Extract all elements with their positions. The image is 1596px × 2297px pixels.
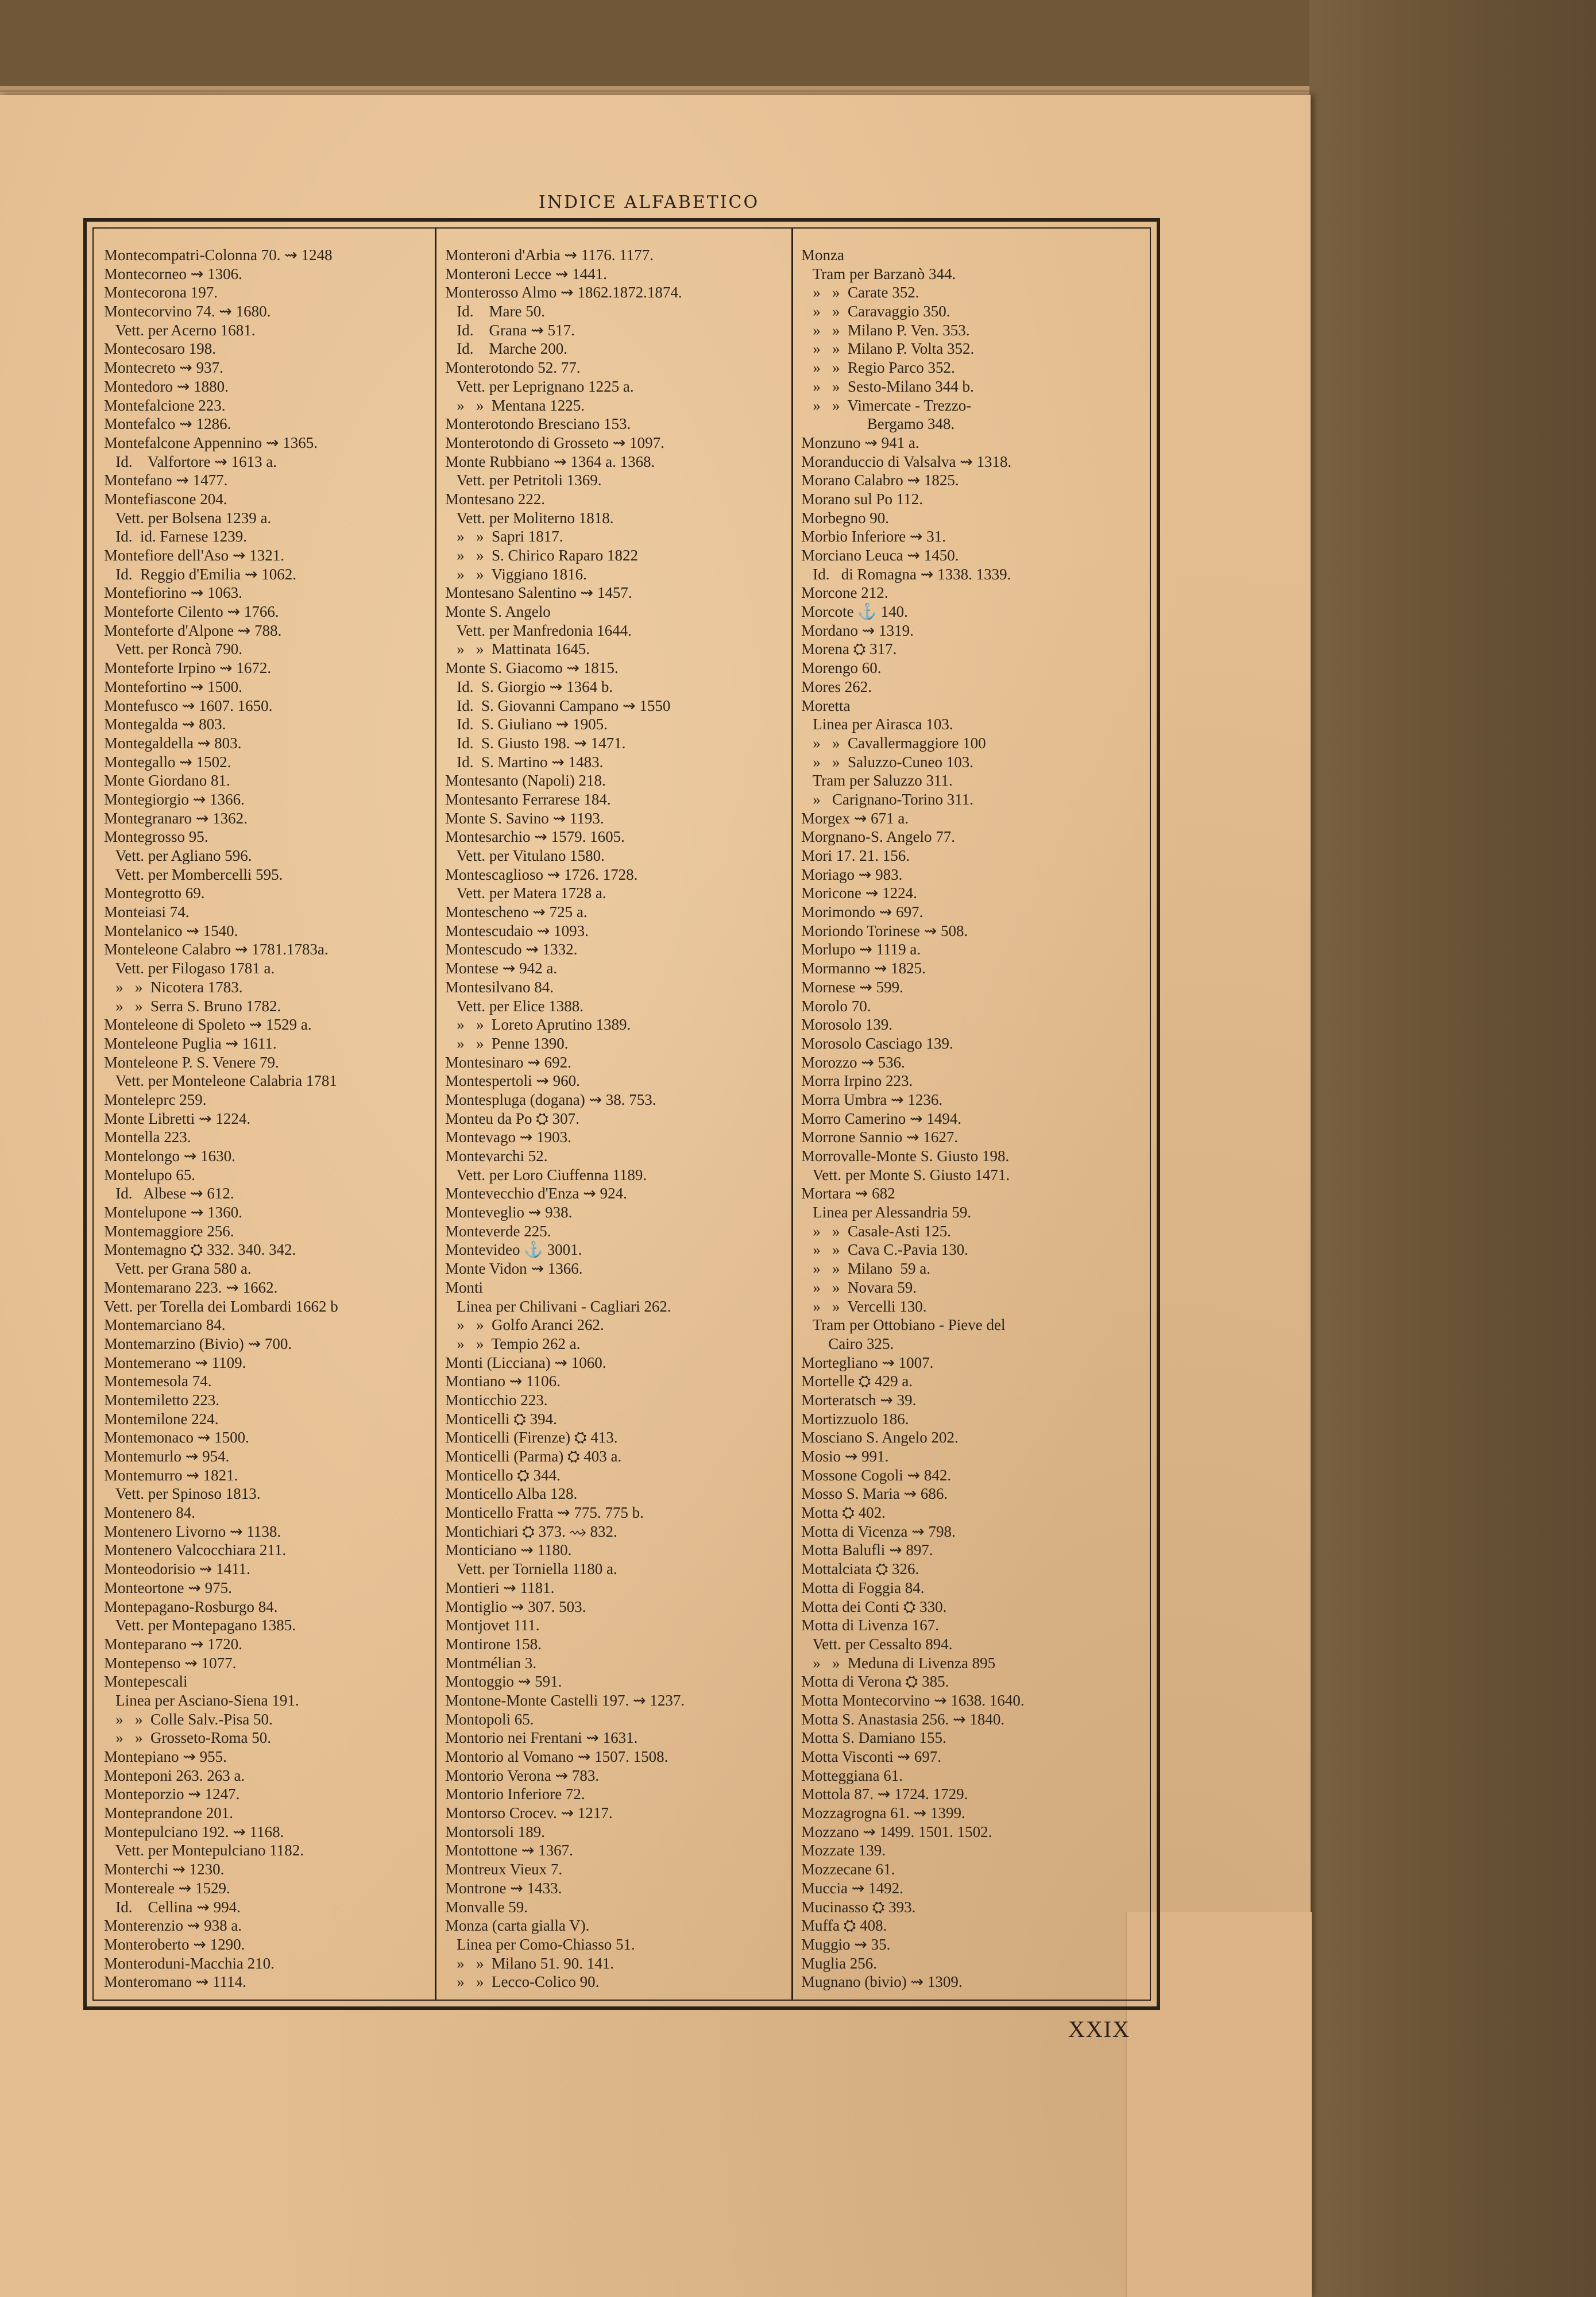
index-entry: Montese ⇝ 942 a. bbox=[445, 960, 558, 977]
index-entry: » » Sesto-Milano 344 b. bbox=[801, 377, 974, 395]
index-entry: Montefano ⇝ 1477. bbox=[104, 471, 228, 489]
index-entry: » » Meduna di Livenza 895 bbox=[801, 1654, 996, 1672]
index-entry: Vett. per Grana 580 a. bbox=[104, 1260, 252, 1278]
index-entry: Moretta bbox=[801, 697, 851, 714]
index-entry: Vett. per Cessalto 894. bbox=[801, 1635, 953, 1653]
index-entry: Muccia ⇝ 1492. bbox=[801, 1879, 903, 1897]
index-entry: Id. Mare 50. bbox=[445, 303, 545, 320]
index-entry: Montemagno ⛭ 332. 340. 342. bbox=[104, 1241, 296, 1259]
index-entry: Mossone Cogoli ⇝ 842. bbox=[801, 1466, 952, 1484]
index-entry: Monte Libretti ⇝ 1224. bbox=[104, 1109, 251, 1127]
index-entry: Monticchio 223. bbox=[445, 1391, 548, 1409]
index-column-right bbox=[801, 246, 1149, 1991]
index-entry: » » Milano P. Ven. 353. bbox=[801, 321, 970, 339]
index-entry: Monteponi 263. 263 a. bbox=[104, 1766, 245, 1784]
index-entry: Vett. per Matera 1728 a. bbox=[445, 884, 606, 902]
index-entry: » » Penne 1390. bbox=[445, 1034, 569, 1052]
index-entry: Monvalle 59. bbox=[445, 1898, 528, 1916]
index-entry: Vett. per Montepulciano 1182. bbox=[104, 1842, 304, 1859]
index-entry: Vett. per Vitulano 1580. bbox=[445, 847, 605, 864]
index-entry: Morrone Sannio ⇝ 1627. bbox=[801, 1128, 959, 1146]
index-entry: Monticello ⛭ 344. bbox=[445, 1466, 561, 1484]
index-entry: » Carignano-Torino 311. bbox=[801, 790, 974, 808]
index-entry: Mozzagrogna 61. ⇝ 1399. bbox=[801, 1804, 965, 1822]
index-entry: Montiglio ⇝ 307. 503. bbox=[445, 1598, 586, 1615]
index-entry: Motta di Foggia 84. bbox=[801, 1579, 925, 1596]
index-entry: Monteverde 225. bbox=[445, 1222, 551, 1240]
index-entry: Montemaggiore 256. bbox=[104, 1222, 234, 1240]
index-entry: Motta Balufli ⇝ 897. bbox=[801, 1541, 933, 1559]
index-entry: » » Casale-Asti 125. bbox=[801, 1222, 951, 1240]
index-entry: Monteroduni-Macchia 210. bbox=[104, 1954, 275, 1972]
index-entry: Mozzano ⇝ 1499. 1501. 1502. bbox=[801, 1823, 992, 1840]
index-entry: Vett. per Torella dei Lombardi 1662 b bbox=[104, 1297, 338, 1315]
index-entry: Vett. per Loro Ciuffenna 1189. bbox=[445, 1166, 647, 1184]
index-entry: Morlupo ⇝ 1119 a. bbox=[801, 941, 921, 958]
index-entry: Moranduccio di Valsalva ⇝ 1318. bbox=[801, 453, 1012, 470]
index-entry: Montescaglioso ⇝ 1726. 1728. bbox=[445, 865, 638, 883]
index-entry: Montesanto (Napoli) 218. bbox=[445, 772, 606, 790]
index-entry: Montjovet 111. bbox=[445, 1617, 540, 1634]
index-entry: Montedoro ⇝ 1880. bbox=[104, 377, 229, 395]
index-entry: Monterotondo Bresciano 153. bbox=[445, 415, 631, 433]
index-entry: Monticelli (Parma) ⛭ 403 a. bbox=[445, 1448, 622, 1465]
index-entry: » » Vimercate - Trezzo- bbox=[801, 396, 972, 414]
index-entry: Montefiore dell'Aso ⇝ 1321. bbox=[104, 547, 284, 564]
index-entry: » » Viggiano 1816. bbox=[445, 565, 587, 583]
index-entry: Id. Marche 200. bbox=[445, 340, 567, 358]
index-entry: Monticelli ⛭ 394. bbox=[445, 1410, 557, 1428]
index-entry: Moriago ⇝ 983. bbox=[801, 865, 903, 883]
index-entry: Montefiascone 204. bbox=[104, 490, 227, 508]
index-entry: Montorio nei Frentani ⇝ 1631. bbox=[445, 1729, 638, 1747]
page-header-title: INDICE ALFABETICO bbox=[538, 192, 760, 212]
index-entry: Motta di Verona ⛭ 385. bbox=[801, 1673, 949, 1691]
index-entry: Montepulciano 192. ⇝ 1168. bbox=[104, 1823, 284, 1840]
index-entry: Motta S. Anastasia 256. ⇝ 1840. bbox=[801, 1710, 1005, 1728]
index-frame-inner bbox=[92, 227, 1151, 2001]
index-entry: Montirone 158. bbox=[445, 1635, 542, 1653]
index-entry: Id. id. Farnese 1239. bbox=[104, 528, 247, 546]
index-entry: Vett. per Agliano 596. bbox=[104, 847, 252, 864]
index-entry: Monteparano ⇝ 1720. bbox=[104, 1635, 242, 1653]
index-entry: Vett. per Elice 1388. bbox=[445, 997, 583, 1015]
index-entry: Id. di Romagna ⇝ 1338. 1339. bbox=[801, 565, 1011, 583]
index-entry: Vett. per Bolsena 1239 a. bbox=[104, 509, 272, 527]
index-entry: Id. S. Giovanni Campano ⇝ 1550 bbox=[445, 697, 671, 714]
index-entry: Montecosaro 198. bbox=[104, 340, 216, 358]
index-entry: Vett. per Montepagano 1385. bbox=[104, 1617, 296, 1634]
index-entry: » » Regio Parco 352. bbox=[801, 359, 955, 377]
index-entry: » » Lecco-Colico 90. bbox=[445, 1973, 600, 1991]
index-entry: Montesano 222. bbox=[445, 490, 545, 508]
index-entry: » » Serra S. Bruno 1782. bbox=[104, 997, 281, 1015]
index-entry: Mosso S. Maria ⇝ 686. bbox=[801, 1485, 948, 1503]
index-entry: Vett. per Leprignano 1225 a. bbox=[445, 377, 634, 395]
index-entry: Morcote ⚓ 140. bbox=[801, 603, 908, 621]
index-entry: Mottalciata ⛭ 326. bbox=[801, 1560, 919, 1578]
index-entry: Morozzo ⇝ 536. bbox=[801, 1053, 905, 1071]
index-entry: Montevecchio d'Enza ⇝ 924. bbox=[445, 1185, 627, 1202]
index-entry: Monticello Fratta ⇝ 775. 775 b. bbox=[445, 1504, 644, 1522]
index-entry: Montorso Crocev. ⇝ 1217. bbox=[445, 1804, 613, 1822]
index-entry: Montemurlo ⇝ 954. bbox=[104, 1448, 230, 1465]
index-entry: » » Cava C.-Pavia 130. bbox=[801, 1241, 968, 1259]
index-entry: Vett. per Petritoli 1369. bbox=[445, 471, 602, 489]
index-entry: » » Nicotera 1783. bbox=[104, 978, 243, 996]
index-entry: Montopoli 65. bbox=[445, 1710, 534, 1728]
index-entry: Motta Visconti ⇝ 697. bbox=[801, 1748, 942, 1765]
index-entry: Monterosso Almo ⇝ 1862.1872.1874. bbox=[445, 284, 682, 301]
index-entry: Montorio Inferiore 72. bbox=[445, 1785, 585, 1803]
index-frame bbox=[83, 218, 1160, 2010]
index-entry: » » S. Chirico Raparo 1822 bbox=[445, 547, 638, 564]
index-entry: Montorsoli 189. bbox=[445, 1823, 546, 1840]
index-entry: Motta Montecorvino ⇝ 1638. 1640. bbox=[801, 1691, 1025, 1709]
index-entry: Montenero Livorno ⇝ 1138. bbox=[104, 1522, 281, 1540]
index-entry: Muffa ⛭ 408. bbox=[801, 1917, 887, 1935]
index-entry: Montemerano ⇝ 1109. bbox=[104, 1354, 246, 1371]
index-entry: Id. Albese ⇝ 612. bbox=[104, 1185, 234, 1202]
index-entry: » » Novara 59. bbox=[801, 1278, 917, 1296]
index-entry: Montemiletto 223. bbox=[104, 1391, 219, 1409]
index-entry: » » Tempio 262 a. bbox=[445, 1335, 581, 1352]
index-entry: Monte S. Savino ⇝ 1193. bbox=[445, 809, 604, 827]
index-entry: » » Carate 352. bbox=[801, 284, 919, 301]
index-entry: Montefortino ⇝ 1500. bbox=[104, 678, 242, 695]
index-entry: Monte S. Angelo bbox=[445, 603, 551, 621]
index-entry: Mormanno ⇝ 1825. bbox=[801, 960, 926, 977]
index-entry: » » Mentana 1225. bbox=[445, 396, 585, 414]
index-entry: Monteroni d'Arbia ⇝ 1176. 1177. bbox=[445, 246, 654, 264]
index-entry: » » Caravaggio 350. bbox=[801, 303, 950, 320]
index-column-left bbox=[104, 246, 431, 1991]
index-entry: Monti bbox=[445, 1278, 484, 1296]
index-entry: Montefiorino ⇝ 1063. bbox=[104, 584, 242, 602]
index-entry: Montesilvano 84. bbox=[445, 978, 554, 996]
index-entry: Id. S. Martino ⇝ 1483. bbox=[445, 753, 604, 771]
index-entry: Montoggio ⇝ 591. bbox=[445, 1673, 562, 1691]
index-entry: Bergamo 348. bbox=[801, 415, 955, 433]
index-entry: Montreux Vieux 7. bbox=[445, 1861, 563, 1878]
index-entry: Motta dei Conti ⛭ 330. bbox=[801, 1598, 947, 1615]
index-entry: » » Grosseto-Roma 50. bbox=[104, 1729, 271, 1747]
index-entry: Montegalda ⇝ 803. bbox=[104, 716, 226, 733]
index-entry: Morano sul Po 112. bbox=[801, 490, 923, 508]
index-entry: Tram per Saluzzo 311. bbox=[801, 772, 953, 790]
index-entry: Montepiano ⇝ 955. bbox=[104, 1748, 227, 1765]
index-entry: Muglia 256. bbox=[801, 1954, 877, 1972]
index-entry: Motta ⛭ 402. bbox=[801, 1504, 886, 1522]
index-entry: Montesarchio ⇝ 1579. 1605. bbox=[445, 828, 625, 846]
index-entry: Morbio Inferiore ⇝ 31. bbox=[801, 528, 946, 546]
index-entry: Morgnano-S. Angelo 77. bbox=[801, 828, 955, 846]
index-entry: Monte Giordano 81. bbox=[104, 772, 230, 790]
index-entry: Montepenso ⇝ 1077. bbox=[104, 1654, 237, 1672]
index-entry: Montescheno ⇝ 725 a. bbox=[445, 903, 588, 921]
index-entry: Montelupo 65. bbox=[104, 1166, 195, 1184]
index-entry: Morro Camerino ⇝ 1494. bbox=[801, 1109, 962, 1127]
index-entry: Morrovalle-Monte S. Giusto 198. bbox=[801, 1147, 1010, 1165]
index-entry: Vett. per Manfredonia 1644. bbox=[445, 621, 632, 639]
index-entry: Morgex ⇝ 671 a. bbox=[801, 809, 909, 827]
index-entry: Vett. per Spinoso 1813. bbox=[104, 1485, 261, 1503]
index-entry: Morra Irpino 223. bbox=[801, 1072, 913, 1090]
index-entry: Vett. per Monte S. Giusto 1471. bbox=[801, 1166, 1010, 1184]
index-entry: Linea per Como-Chiasso 51. bbox=[445, 1935, 635, 1953]
index-entry: Montegiorgio ⇝ 1366. bbox=[104, 790, 245, 808]
index-entry: Morra Umbra ⇝ 1236. bbox=[801, 1091, 943, 1108]
index-entry: Montiano ⇝ 1106. bbox=[445, 1372, 561, 1390]
page-number: XXIX bbox=[1068, 2016, 1130, 2042]
index-entry: Monzuno ⇝ 941 a. bbox=[801, 434, 919, 451]
index-entry: Montepescali bbox=[104, 1673, 188, 1691]
index-entry: Mortizzuolo 186. bbox=[801, 1410, 909, 1428]
index-entry: Montelanico ⇝ 1540. bbox=[104, 922, 238, 939]
index-entry: Mordano ⇝ 1319. bbox=[801, 621, 914, 639]
index-entry: Monza (carta gialla V). bbox=[445, 1917, 590, 1935]
index-entry: Montieri ⇝ 1181. bbox=[445, 1579, 555, 1596]
index-entry: Monteodorisio ⇝ 1411. bbox=[104, 1560, 250, 1578]
index-entry: Monte Vidon ⇝ 1366. bbox=[445, 1260, 583, 1278]
index-entry: » » Golfo Aranci 262. bbox=[445, 1316, 604, 1334]
index-entry: Montefalco ⇝ 1286. bbox=[104, 415, 231, 433]
index-entry: Monte Rubbiano ⇝ 1364 a. 1368. bbox=[445, 453, 655, 470]
index-entry: Morimondo ⇝ 697. bbox=[801, 903, 923, 921]
index-entry: Montemilone 224. bbox=[104, 1410, 219, 1428]
index-entry: Vett. per Monteleone Calabria 1781 bbox=[104, 1072, 337, 1090]
index-entry: Monticelli (Firenze) ⛭ 413. bbox=[445, 1429, 618, 1447]
index-entry: Montespertoli ⇝ 960. bbox=[445, 1072, 580, 1090]
index-entry: Vett. per Mombercelli 595. bbox=[104, 865, 283, 883]
index-entry: Montenero Valcocchiara 211. bbox=[104, 1541, 287, 1559]
index-entry: Id. S. Giorgio ⇝ 1364 b. bbox=[445, 678, 613, 695]
index-entry: Monteveglio ⇝ 938. bbox=[445, 1204, 573, 1221]
index-entry: Montefalcone Appennino ⇝ 1365. bbox=[104, 434, 318, 451]
index-entry: Monteortone ⇝ 975. bbox=[104, 1579, 232, 1596]
index-entry: Linea per Chilivani - Cagliari 262. bbox=[445, 1297, 671, 1315]
index-entry: Mortara ⇝ 682 bbox=[801, 1185, 895, 1202]
index-entry: Monterotondo 52. 77. bbox=[445, 359, 581, 377]
index-entry: Mores 262. bbox=[801, 678, 872, 695]
index-entry: Motta di Vicenza ⇝ 798. bbox=[801, 1522, 956, 1540]
index-entry: Morciano Leuca ⇝ 1450. bbox=[801, 547, 959, 564]
index-entry: Id. Cellina ⇝ 994. bbox=[104, 1898, 241, 1916]
index-entry: Tram per Barzanò 344. bbox=[801, 265, 956, 283]
index-entry: Vett. per Filogaso 1781 a. bbox=[104, 960, 275, 977]
index-entry: Id. Reggio d'Emilia ⇝ 1062. bbox=[104, 565, 296, 583]
index-entry: Montescudo ⇝ 1332. bbox=[445, 941, 578, 958]
index-entry: Montemonaco ⇝ 1500. bbox=[104, 1429, 249, 1447]
index-entry: Montereale ⇝ 1529. bbox=[104, 1879, 230, 1897]
index-entry: Linea per Airasca 103. bbox=[801, 716, 953, 733]
index-entry: Morolo 70. bbox=[801, 997, 871, 1015]
index-entry: Montesanto Ferrarese 184. bbox=[445, 790, 611, 808]
index-entry: Monteiasi 74. bbox=[104, 903, 190, 921]
index-entry: » » Loreto Aprutino 1389. bbox=[445, 1016, 631, 1034]
index-entry: Montecorvino 74. ⇝ 1680. bbox=[104, 303, 271, 320]
index-entry: Morosolo Casciago 139. bbox=[801, 1034, 953, 1052]
index-entry: Monteleprc 259. bbox=[104, 1091, 207, 1108]
index-entry: Mortelle ⛭ 429 a. bbox=[801, 1372, 913, 1390]
index-entry: Monteleone di Spoleto ⇝ 1529 a. bbox=[104, 1016, 312, 1034]
index-entry: Montemesola 74. bbox=[104, 1372, 212, 1390]
index-entry: Montevarchi 52. bbox=[445, 1147, 548, 1165]
index-entry: Montepagano-Rosburgo 84. bbox=[104, 1598, 278, 1615]
index-entry: Montorio Verona ⇝ 783. bbox=[445, 1766, 600, 1784]
index-entry: Motteggiana 61. bbox=[801, 1766, 903, 1784]
index-entry: Morena ⛭ 317. bbox=[801, 640, 897, 658]
index-entry: Mugnano (bivio) ⇝ 1309. bbox=[801, 1973, 963, 1991]
index-entry: » » Sapri 1817. bbox=[445, 528, 563, 546]
index-entry: Vett. per Torniella 1180 a. bbox=[445, 1560, 617, 1578]
index-entry: Montemarzino (Bivio) ⇝ 700. bbox=[104, 1335, 292, 1352]
index-entry: Vett. per Roncà 790. bbox=[104, 640, 242, 658]
index-entry: Montottone ⇝ 1367. bbox=[445, 1842, 573, 1859]
index-entry: Montevago ⇝ 1903. bbox=[445, 1128, 571, 1146]
index-entry: Mosciano S. Angelo 202. bbox=[801, 1429, 959, 1447]
index-entry: Montegaldella ⇝ 803. bbox=[104, 734, 242, 752]
index-entry: Moriondo Torinese ⇝ 508. bbox=[801, 922, 968, 939]
index-entry: Mozzecane 61. bbox=[801, 1861, 895, 1878]
index-entry: Linea per Asciano-Siena 191. bbox=[104, 1691, 299, 1709]
index-entry: Muggio ⇝ 35. bbox=[801, 1935, 891, 1953]
index-entry: Mosio ⇝ 991. bbox=[801, 1448, 889, 1465]
column-rule-2 bbox=[791, 229, 793, 2000]
index-entry: » » Milano P. Volta 352. bbox=[801, 340, 975, 358]
index-entry: Monteleone Calabro ⇝ 1781.1783a. bbox=[104, 941, 329, 958]
index-entry: Monteroni Lecce ⇝ 1441. bbox=[445, 265, 608, 283]
index-entry: Mornese ⇝ 599. bbox=[801, 978, 903, 996]
index-entry: Monteleone Puglia ⇝ 1611. bbox=[104, 1034, 277, 1052]
index-entry: Monte S. Giacomo ⇝ 1815. bbox=[445, 659, 619, 677]
index-entry: Montefusco ⇝ 1607. 1650. bbox=[104, 697, 273, 714]
index-entry: Morosolo 139. bbox=[801, 1016, 893, 1034]
index-entry: Id. Valfortore ⇝ 1613 a. bbox=[104, 453, 277, 470]
index-entry: Monteprandone 201. bbox=[104, 1804, 233, 1822]
index-entry: Montescudaio ⇝ 1093. bbox=[445, 922, 589, 939]
index-entry: Id. S. Giuliano ⇝ 1905. bbox=[445, 716, 608, 733]
index-entry: Monti (Licciana) ⇝ 1060. bbox=[445, 1354, 606, 1371]
index-entry: Montecreto ⇝ 937. bbox=[104, 359, 223, 377]
index-entry: Motta di Livenza 167. bbox=[801, 1617, 939, 1634]
index-entry: Mottola 87. ⇝ 1724. 1729. bbox=[801, 1785, 968, 1803]
index-entry: Montichiari ⛭ 373. ⇝ 832. bbox=[445, 1522, 617, 1540]
index-entry: Morbegno 90. bbox=[801, 509, 889, 527]
index-entry: Monticiano ⇝ 1180. bbox=[445, 1541, 572, 1559]
index-entry: Montegallo ⇝ 1502. bbox=[104, 753, 231, 771]
index-entry: Mucinasso ⛭ 393. bbox=[801, 1898, 916, 1916]
index-entry: Montelongo ⇝ 1630. bbox=[104, 1147, 235, 1165]
index-entry: » » Milano 51. 90. 141. bbox=[445, 1954, 614, 1972]
index-entry: Montesinaro ⇝ 692. bbox=[445, 1053, 571, 1071]
index-entry: Montespluga (dogana) ⇝ 38. 753. bbox=[445, 1091, 656, 1108]
index-entry: Monteporzio ⇝ 1247. bbox=[104, 1785, 240, 1803]
index-entry: Monza bbox=[801, 246, 844, 264]
index-entry: » » Colle Salv.-Pisa 50. bbox=[104, 1710, 273, 1728]
index-entry: Moricone ⇝ 1224. bbox=[801, 884, 917, 902]
index-entry: Mortegliano ⇝ 1007. bbox=[801, 1354, 934, 1371]
index-entry: Vett. per Acerno 1681. bbox=[104, 321, 256, 339]
index-entry: Montemarano 223. ⇝ 1662. bbox=[104, 1278, 278, 1296]
index-entry: Id. Grana ⇝ 517. bbox=[445, 321, 575, 339]
index-entry: Motta S. Damiano 155. bbox=[801, 1729, 946, 1747]
index-column-middle bbox=[445, 246, 789, 1991]
index-entry: Montelupone ⇝ 1360. bbox=[104, 1204, 242, 1221]
index-entry: Montesano Salentino ⇝ 1457. bbox=[445, 584, 632, 602]
index-entry: Montegranaro ⇝ 1362. bbox=[104, 809, 248, 827]
index-entry: Monteroberto ⇝ 1290. bbox=[104, 1935, 245, 1953]
index-entry: Monterotondo di Grosseto ⇝ 1097. bbox=[445, 434, 664, 451]
index-entry: Montegrosso 95. bbox=[104, 828, 208, 846]
index-entry: Montefalcione 223. bbox=[104, 396, 226, 414]
index-entry: Mozzate 139. bbox=[801, 1842, 886, 1859]
index-entry: Montecorona 197. bbox=[104, 284, 218, 301]
index-entry: Montella 223. bbox=[104, 1128, 191, 1146]
index-entry: » » Cavallermaggiore 100 bbox=[801, 734, 986, 752]
index-entry: » » Vercelli 130. bbox=[801, 1297, 927, 1315]
index-entry: Montemarciano 84. bbox=[104, 1316, 226, 1334]
index-entry: Montorio al Vomano ⇝ 1507. 1508. bbox=[445, 1748, 668, 1765]
column-rule-1 bbox=[435, 229, 436, 2000]
index-entry: Monteforte Cilento ⇝ 1766. bbox=[104, 603, 279, 621]
index-entry: Montemurro ⇝ 1821. bbox=[104, 1466, 238, 1484]
index-entry: Montecorneo ⇝ 1306. bbox=[104, 265, 242, 283]
index-entry: Monteu da Po ⛭ 307. bbox=[445, 1109, 579, 1127]
index-entry: Id. S. Giusto 198. ⇝ 1471. bbox=[445, 734, 626, 752]
index-entry: Monterchi ⇝ 1230. bbox=[104, 1861, 225, 1878]
index-entry: » » Mattinata 1645. bbox=[445, 640, 590, 658]
index-entry: Morano Calabro ⇝ 1825. bbox=[801, 471, 959, 489]
index-entry: Montecompatri-Colonna 70. ⇝ 1248 bbox=[104, 246, 333, 264]
scanner-background bbox=[1309, 0, 1596, 2297]
index-entry: » » Saluzzo-Cuneo 103. bbox=[801, 753, 973, 771]
index-entry: Montone-Monte Castelli 197. ⇝ 1237. bbox=[445, 1691, 685, 1709]
index-entry: Montmélian 3. bbox=[445, 1654, 536, 1672]
index-entry: Tram per Ottobiano - Pieve del bbox=[801, 1316, 1006, 1334]
index-entry: Monteforte d'Alpone ⇝ 788. bbox=[104, 621, 282, 639]
index-entry: Morteratsch ⇝ 39. bbox=[801, 1391, 917, 1409]
index-entry: Cairo 325. bbox=[801, 1335, 894, 1352]
index-entry: » » Milano 59 a. bbox=[801, 1260, 930, 1278]
index-entry: Montrone ⇝ 1433. bbox=[445, 1879, 562, 1897]
index-entry: Monteromano ⇝ 1114. bbox=[104, 1973, 246, 1991]
index-entry: Monteleone P. S. Venere 79. bbox=[104, 1053, 279, 1071]
index-entry: Morcone 212. bbox=[801, 584, 888, 602]
index-entry: Mori 17. 21. 156. bbox=[801, 847, 910, 864]
index-entry: Linea per Alessandria 59. bbox=[801, 1204, 972, 1221]
index-entry: Montenero 84. bbox=[104, 1504, 195, 1522]
index-entry: Monticello Alba 128. bbox=[445, 1485, 578, 1503]
index-entry: Montegrotto 69. bbox=[104, 884, 205, 902]
index-entry: Vett. per Moliterno 1818. bbox=[445, 509, 614, 527]
index-entry: Monteforte Irpino ⇝ 1672. bbox=[104, 659, 272, 677]
index-entry: Monterenzio ⇝ 938 a. bbox=[104, 1917, 242, 1935]
index-entry: Montevideo ⚓ 3001. bbox=[445, 1241, 582, 1259]
index-entry: Morengo 60. bbox=[801, 659, 882, 677]
